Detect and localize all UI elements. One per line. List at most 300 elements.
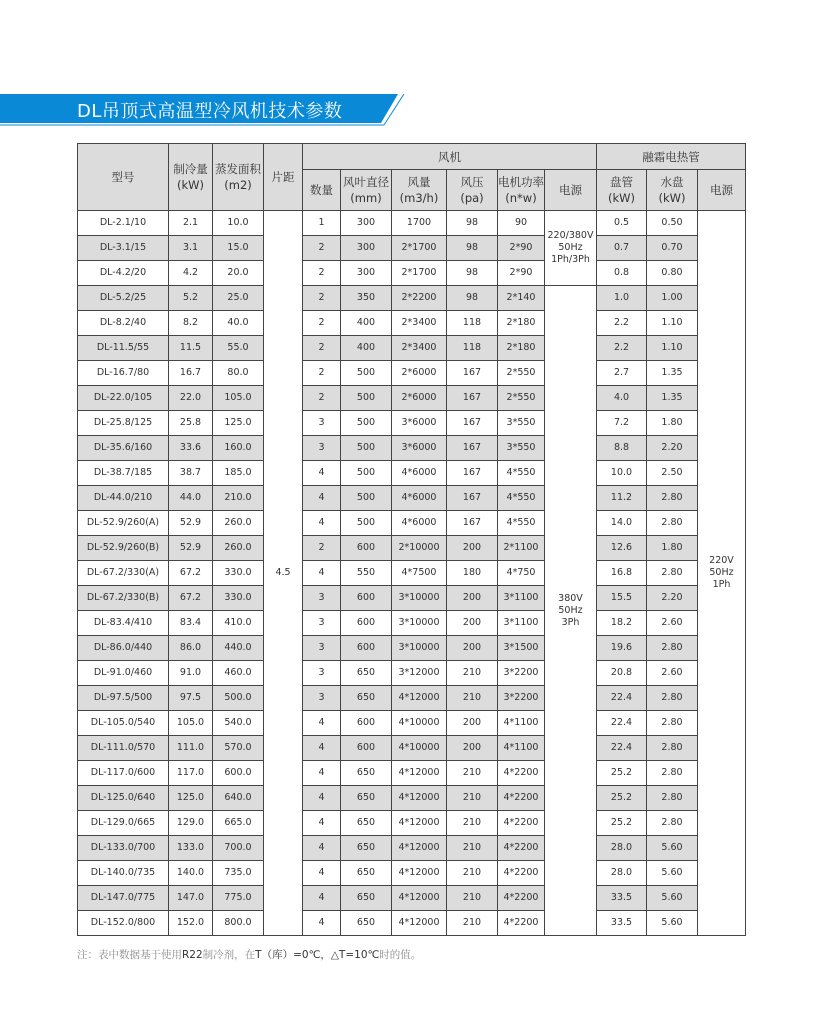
cell-airflow: 4*12000 bbox=[392, 786, 447, 811]
cell-pressure: 200 bbox=[447, 536, 498, 561]
cell-fan-dia: 650 bbox=[341, 761, 392, 786]
cell-coil: 25.2 bbox=[597, 786, 647, 811]
cell-tray: 2.20 bbox=[647, 586, 698, 611]
cell-motor: 4*2200 bbox=[498, 811, 545, 836]
cell-airflow: 2*1700 bbox=[392, 236, 447, 261]
cell-airflow: 2*2200 bbox=[392, 286, 447, 311]
cell-fan-dia: 650 bbox=[341, 861, 392, 886]
cell-capacity: 67.2 bbox=[169, 561, 213, 586]
cell-area: 185.0 bbox=[213, 461, 264, 486]
cell-fan-qty: 3 bbox=[303, 436, 341, 461]
cell-pressure: 200 bbox=[447, 611, 498, 636]
cell-fan-qty: 4 bbox=[303, 736, 341, 761]
cell-fan-qty: 2 bbox=[303, 336, 341, 361]
cell-coil: 19.6 bbox=[597, 636, 647, 661]
cell-area: 125.0 bbox=[213, 411, 264, 436]
table-row bbox=[78, 236, 746, 261]
cell-area: 10.0 bbox=[213, 211, 264, 236]
cell-pressure: 118 bbox=[447, 336, 498, 361]
cell-model: DL-83.4/410 bbox=[78, 611, 169, 636]
header-model: 型号 bbox=[78, 144, 169, 211]
table-row bbox=[78, 361, 746, 386]
cell-tray: 5.60 bbox=[647, 861, 698, 886]
cell-pressure: 210 bbox=[447, 911, 498, 936]
table-row bbox=[78, 786, 746, 811]
cell-tray: 2.80 bbox=[647, 686, 698, 711]
cell-fin-pitch: 4.5 bbox=[264, 211, 303, 936]
cell-pressure: 98 bbox=[447, 261, 498, 286]
cell-pressure: 167 bbox=[447, 511, 498, 536]
cell-motor: 2*180 bbox=[498, 311, 545, 336]
table-row bbox=[78, 886, 746, 911]
cell-fan-dia: 600 bbox=[341, 736, 392, 761]
header-defrost-group: 融霜电热管 bbox=[597, 144, 746, 170]
table-row bbox=[78, 436, 746, 461]
table-row bbox=[78, 686, 746, 711]
cell-coil: 20.8 bbox=[597, 661, 647, 686]
cell-fan-qty: 3 bbox=[303, 586, 341, 611]
title-banner bbox=[0, 94, 405, 124]
cell-fan-dia: 550 bbox=[341, 561, 392, 586]
cell-fan-qty: 2 bbox=[303, 286, 341, 311]
cell-fan-dia: 350 bbox=[341, 286, 392, 311]
cell-fan-qty: 4 bbox=[303, 836, 341, 861]
cell-tray: 2.20 bbox=[647, 436, 698, 461]
cell-airflow: 4*7500 bbox=[392, 561, 447, 586]
cell-capacity: 140.0 bbox=[169, 861, 213, 886]
cell-capacity: 44.0 bbox=[169, 486, 213, 511]
cell-area: 735.0 bbox=[213, 861, 264, 886]
cell-model: DL-147.0/775 bbox=[78, 886, 169, 911]
cell-pressure: 210 bbox=[447, 661, 498, 686]
cell-coil: 22.4 bbox=[597, 711, 647, 736]
cell-coil: 0.8 bbox=[597, 261, 647, 286]
cell-fan-qty: 4 bbox=[303, 761, 341, 786]
cell-area: 260.0 bbox=[213, 536, 264, 561]
cell-model: DL-67.2/330(A) bbox=[78, 561, 169, 586]
cell-motor: 3*550 bbox=[498, 411, 545, 436]
cell-pressure: 200 bbox=[447, 586, 498, 611]
cell-airflow: 4*12000 bbox=[392, 886, 447, 911]
table-row bbox=[78, 211, 746, 236]
cell-fan-qty: 4 bbox=[303, 786, 341, 811]
cell-area: 665.0 bbox=[213, 811, 264, 836]
cell-capacity: 83.4 bbox=[169, 611, 213, 636]
cell-fan-dia: 650 bbox=[341, 661, 392, 686]
cell-area: 410.0 bbox=[213, 611, 264, 636]
cell-model: DL-38.7/185 bbox=[78, 461, 169, 486]
cell-model: DL-152.0/800 bbox=[78, 911, 169, 936]
cell-capacity: 111.0 bbox=[169, 736, 213, 761]
cell-motor: 4*550 bbox=[498, 461, 545, 486]
cell-fan-qty: 3 bbox=[303, 636, 341, 661]
cell-tray: 2.60 bbox=[647, 611, 698, 636]
cell-fan-qty: 2 bbox=[303, 261, 341, 286]
cell-coil: 33.5 bbox=[597, 886, 647, 911]
cell-fan-qty: 3 bbox=[303, 411, 341, 436]
table-row bbox=[78, 311, 746, 336]
cell-capacity: 67.2 bbox=[169, 586, 213, 611]
cell-area: 700.0 bbox=[213, 836, 264, 861]
cell-motor: 4*550 bbox=[498, 486, 545, 511]
cell-coil: 16.8 bbox=[597, 561, 647, 586]
cell-motor: 4*2200 bbox=[498, 786, 545, 811]
cell-capacity: 97.5 bbox=[169, 686, 213, 711]
cell-motor: 2*550 bbox=[498, 386, 545, 411]
cell-area: 25.0 bbox=[213, 286, 264, 311]
cell-tray: 2.80 bbox=[647, 486, 698, 511]
cell-fan-qty: 4 bbox=[303, 911, 341, 936]
header-fan-qty: 数量 bbox=[303, 170, 341, 211]
header-fan-dia: 风叶直径 (mm) bbox=[341, 170, 392, 211]
cell-fan-dia: 500 bbox=[341, 361, 392, 386]
cell-pressure: 98 bbox=[447, 286, 498, 311]
cell-motor: 4*2200 bbox=[498, 886, 545, 911]
cell-model: DL-35.6/160 bbox=[78, 436, 169, 461]
cell-pressure: 200 bbox=[447, 711, 498, 736]
cell-pressure: 98 bbox=[447, 236, 498, 261]
cell-tray: 2.80 bbox=[647, 636, 698, 661]
cell-model: DL-4.2/20 bbox=[78, 261, 169, 286]
cell-airflow: 2*6000 bbox=[392, 386, 447, 411]
cell-coil: 15.5 bbox=[597, 586, 647, 611]
cell-coil: 33.5 bbox=[597, 911, 647, 936]
cell-model: DL-16.7/80 bbox=[78, 361, 169, 386]
cell-fan-dia: 500 bbox=[341, 511, 392, 536]
cell-fan-dia: 650 bbox=[341, 886, 392, 911]
cell-airflow: 2*3400 bbox=[392, 311, 447, 336]
cell-motor: 4*550 bbox=[498, 511, 545, 536]
cell-pressure: 167 bbox=[447, 386, 498, 411]
cell-motor: 4*1100 bbox=[498, 711, 545, 736]
cell-fan-qty: 4 bbox=[303, 561, 341, 586]
cell-capacity: 105.0 bbox=[169, 711, 213, 736]
cell-fan-dia: 600 bbox=[341, 611, 392, 636]
cell-fan-dia: 500 bbox=[341, 486, 392, 511]
cell-model: DL-67.2/330(B) bbox=[78, 586, 169, 611]
cell-fan-qty: 2 bbox=[303, 361, 341, 386]
cell-airflow: 4*12000 bbox=[392, 811, 447, 836]
cell-airflow: 1700 bbox=[392, 211, 447, 236]
cell-pressure: 210 bbox=[447, 861, 498, 886]
table-row bbox=[78, 761, 746, 786]
cell-tray: 1.35 bbox=[647, 361, 698, 386]
cell-motor: 3*550 bbox=[498, 436, 545, 461]
cell-tray: 2.80 bbox=[647, 736, 698, 761]
cell-airflow: 2*10000 bbox=[392, 536, 447, 561]
cell-fan-dia: 650 bbox=[341, 686, 392, 711]
cell-tray: 2.60 bbox=[647, 661, 698, 686]
cell-coil: 0.7 bbox=[597, 236, 647, 261]
cell-coil: 28.0 bbox=[597, 861, 647, 886]
cell-fan-dia: 500 bbox=[341, 461, 392, 486]
cell-coil: 2.7 bbox=[597, 361, 647, 386]
cell-coil: 25.2 bbox=[597, 811, 647, 836]
cell-motor: 4*1100 bbox=[498, 736, 545, 761]
cell-motor: 3*1500 bbox=[498, 636, 545, 661]
cell-area: 800.0 bbox=[213, 911, 264, 936]
cell-capacity: 22.0 bbox=[169, 386, 213, 411]
cell-coil: 1.0 bbox=[597, 286, 647, 311]
cell-pressure: 167 bbox=[447, 461, 498, 486]
table-row bbox=[78, 911, 746, 936]
cell-airflow: 4*10000 bbox=[392, 736, 447, 761]
cell-model: DL-11.5/55 bbox=[78, 336, 169, 361]
cell-capacity: 4.2 bbox=[169, 261, 213, 286]
cell-pressure: 210 bbox=[447, 836, 498, 861]
cell-area: 600.0 bbox=[213, 761, 264, 786]
cell-airflow: 3*10000 bbox=[392, 586, 447, 611]
cell-fan-dia: 300 bbox=[341, 236, 392, 261]
cell-area: 330.0 bbox=[213, 586, 264, 611]
header-tray: 水盘 (kW) bbox=[647, 170, 698, 211]
cell-coil: 8.8 bbox=[597, 436, 647, 461]
cell-airflow: 4*12000 bbox=[392, 761, 447, 786]
cell-model: DL-111.0/570 bbox=[78, 736, 169, 761]
cell-fan-qty: 4 bbox=[303, 486, 341, 511]
cell-area: 210.0 bbox=[213, 486, 264, 511]
cell-model: DL-105.0/540 bbox=[78, 711, 169, 736]
cell-area: 160.0 bbox=[213, 436, 264, 461]
cell-pressure: 200 bbox=[447, 636, 498, 661]
table-row bbox=[78, 486, 746, 511]
cell-model: DL-3.1/15 bbox=[78, 236, 169, 261]
cell-capacity: 3.1 bbox=[169, 236, 213, 261]
table-row bbox=[78, 711, 746, 736]
table-row bbox=[78, 586, 746, 611]
cell-pressure: 210 bbox=[447, 786, 498, 811]
header-fan-power: 电源 bbox=[545, 170, 597, 211]
cell-pressure: 200 bbox=[447, 736, 498, 761]
cell-coil: 22.4 bbox=[597, 736, 647, 761]
cell-fan-qty: 3 bbox=[303, 611, 341, 636]
cell-motor: 2*550 bbox=[498, 361, 545, 386]
cell-airflow: 4*6000 bbox=[392, 461, 447, 486]
cell-airflow: 4*10000 bbox=[392, 711, 447, 736]
cell-motor: 4*750 bbox=[498, 561, 545, 586]
cell-fan-dia: 400 bbox=[341, 336, 392, 361]
cell-model: DL-125.0/640 bbox=[78, 786, 169, 811]
cell-model: DL-86.0/440 bbox=[78, 636, 169, 661]
cell-pressure: 180 bbox=[447, 561, 498, 586]
cell-fan-qty: 3 bbox=[303, 686, 341, 711]
cell-model: DL-44.0/210 bbox=[78, 486, 169, 511]
cell-pressure: 210 bbox=[447, 686, 498, 711]
cell-airflow: 3*10000 bbox=[392, 636, 447, 661]
cell-capacity: 38.7 bbox=[169, 461, 213, 486]
cell-tray: 2.80 bbox=[647, 511, 698, 536]
cell-pressure: 118 bbox=[447, 311, 498, 336]
table-row bbox=[78, 561, 746, 586]
spec-table bbox=[77, 143, 746, 936]
cell-fan-dia: 500 bbox=[341, 436, 392, 461]
cell-capacity: 91.0 bbox=[169, 661, 213, 686]
cell-area: 570.0 bbox=[213, 736, 264, 761]
cell-airflow: 3*12000 bbox=[392, 661, 447, 686]
cell-coil: 7.2 bbox=[597, 411, 647, 436]
cell-pressure: 210 bbox=[447, 761, 498, 786]
cell-capacity: 25.8 bbox=[169, 411, 213, 436]
cell-capacity: 152.0 bbox=[169, 911, 213, 936]
cell-fan-dia: 300 bbox=[341, 261, 392, 286]
cell-airflow: 4*12000 bbox=[392, 686, 447, 711]
cell-model: DL-52.9/260(B) bbox=[78, 536, 169, 561]
cell-area: 20.0 bbox=[213, 261, 264, 286]
table-row bbox=[78, 511, 746, 536]
cell-fan-qty: 4 bbox=[303, 711, 341, 736]
cell-pressure: 210 bbox=[447, 886, 498, 911]
cell-motor: 3*1100 bbox=[498, 611, 545, 636]
cell-capacity: 147.0 bbox=[169, 886, 213, 911]
cell-capacity: 11.5 bbox=[169, 336, 213, 361]
cell-model: DL-5.2/25 bbox=[78, 286, 169, 311]
cell-capacity: 16.7 bbox=[169, 361, 213, 386]
cell-coil: 10.0 bbox=[597, 461, 647, 486]
cell-tray: 2.80 bbox=[647, 811, 698, 836]
cell-area: 55.0 bbox=[213, 336, 264, 361]
cell-area: 15.0 bbox=[213, 236, 264, 261]
cell-coil: 0.5 bbox=[597, 211, 647, 236]
cell-motor: 2*140 bbox=[498, 286, 545, 311]
cell-motor: 3*2200 bbox=[498, 686, 545, 711]
header-motor: 电机功率 (n*w) bbox=[498, 170, 545, 211]
cell-fan-dia: 650 bbox=[341, 811, 392, 836]
cell-model: DL-8.2/40 bbox=[78, 311, 169, 336]
cell-coil: 4.0 bbox=[597, 386, 647, 411]
cell-fan-qty: 4 bbox=[303, 511, 341, 536]
header-fan-group: 风机 bbox=[303, 144, 597, 170]
cell-tray: 1.10 bbox=[647, 336, 698, 361]
header-coil: 盘管 (kW) bbox=[597, 170, 647, 211]
cell-tray: 2.80 bbox=[647, 561, 698, 586]
cell-capacity: 133.0 bbox=[169, 836, 213, 861]
cell-area: 460.0 bbox=[213, 661, 264, 686]
table-row bbox=[78, 736, 746, 761]
footnote: 注：表中数据基于使用R22制冷剂，在T（库）=0℃，△T=10℃时的值。 bbox=[77, 949, 422, 961]
table-row bbox=[78, 336, 746, 361]
cell-airflow: 2*3400 bbox=[392, 336, 447, 361]
cell-motor: 2*90 bbox=[498, 261, 545, 286]
cell-tray: 1.35 bbox=[647, 386, 698, 411]
cell-coil: 2.2 bbox=[597, 336, 647, 361]
cell-fan-dia: 500 bbox=[341, 386, 392, 411]
cell-model: DL-52.9/260(A) bbox=[78, 511, 169, 536]
cell-model: DL-97.5/500 bbox=[78, 686, 169, 711]
cell-fan-qty: 3 bbox=[303, 661, 341, 686]
cell-capacity: 2.1 bbox=[169, 211, 213, 236]
cell-tray: 2.80 bbox=[647, 786, 698, 811]
cell-tray: 2.80 bbox=[647, 761, 698, 786]
header-fin-pitch: 片距 bbox=[264, 144, 303, 211]
header-area: 蒸发面积 (m2) bbox=[213, 144, 264, 211]
cell-fan-dia: 600 bbox=[341, 536, 392, 561]
cell-pressure: 210 bbox=[447, 811, 498, 836]
cell-fan-dia: 600 bbox=[341, 711, 392, 736]
table-row bbox=[78, 411, 746, 436]
cell-model: DL-129.0/665 bbox=[78, 811, 169, 836]
cell-model: DL-22.0/105 bbox=[78, 386, 169, 411]
table-row bbox=[78, 861, 746, 886]
cell-fan-dia: 300 bbox=[341, 211, 392, 236]
cell-capacity: 117.0 bbox=[169, 761, 213, 786]
cell-tray: 5.60 bbox=[647, 911, 698, 936]
cell-motor: 4*2200 bbox=[498, 911, 545, 936]
cell-fan-dia: 650 bbox=[341, 911, 392, 936]
cell-airflow: 3*6000 bbox=[392, 436, 447, 461]
cell-coil: 2.2 bbox=[597, 311, 647, 336]
cell-tray: 5.60 bbox=[647, 836, 698, 861]
cell-airflow: 2*1700 bbox=[392, 261, 447, 286]
cell-fan-dia: 400 bbox=[341, 311, 392, 336]
cell-pressure: 98 bbox=[447, 211, 498, 236]
page-title: DL吊顶式高温型冷风机技术参数 bbox=[77, 101, 343, 122]
cell-fan-power: 220/380V 50Hz 1Ph/3Ph bbox=[545, 211, 597, 286]
cell-model: DL-91.0/460 bbox=[78, 661, 169, 686]
cell-capacity: 33.6 bbox=[169, 436, 213, 461]
cell-motor: 3*2200 bbox=[498, 661, 545, 686]
cell-airflow: 4*12000 bbox=[392, 911, 447, 936]
cell-tray: 5.60 bbox=[647, 886, 698, 911]
cell-motor: 3*1100 bbox=[498, 586, 545, 611]
header-capacity: 制冷量 (kW) bbox=[169, 144, 213, 211]
cell-motor: 4*2200 bbox=[498, 836, 545, 861]
cell-pressure: 167 bbox=[447, 411, 498, 436]
cell-fan-power: 380V 50Hz 3Ph bbox=[545, 286, 597, 936]
cell-airflow: 4*6000 bbox=[392, 486, 447, 511]
cell-capacity: 5.2 bbox=[169, 286, 213, 311]
cell-capacity: 125.0 bbox=[169, 786, 213, 811]
cell-motor: 4*2200 bbox=[498, 761, 545, 786]
cell-heater-power: 220V 50Hz 1Ph bbox=[698, 211, 746, 936]
cell-model: DL-133.0/700 bbox=[78, 836, 169, 861]
cell-coil: 14.0 bbox=[597, 511, 647, 536]
cell-area: 40.0 bbox=[213, 311, 264, 336]
cell-area: 80.0 bbox=[213, 361, 264, 386]
table-row bbox=[78, 461, 746, 486]
cell-capacity: 129.0 bbox=[169, 811, 213, 836]
cell-airflow: 3*10000 bbox=[392, 611, 447, 636]
cell-pressure: 167 bbox=[447, 486, 498, 511]
cell-area: 540.0 bbox=[213, 711, 264, 736]
cell-capacity: 8.2 bbox=[169, 311, 213, 336]
table-row bbox=[78, 386, 746, 411]
cell-coil: 12.6 bbox=[597, 536, 647, 561]
cell-model: DL-25.8/125 bbox=[78, 411, 169, 436]
cell-area: 105.0 bbox=[213, 386, 264, 411]
cell-tray: 1.00 bbox=[647, 286, 698, 311]
cell-fan-dia: 600 bbox=[341, 586, 392, 611]
cell-area: 775.0 bbox=[213, 886, 264, 911]
cell-fan-qty: 2 bbox=[303, 536, 341, 561]
cell-coil: 25.2 bbox=[597, 761, 647, 786]
header-heater-power: 电源 bbox=[698, 170, 746, 211]
cell-capacity: 52.9 bbox=[169, 536, 213, 561]
cell-tray: 2.80 bbox=[647, 711, 698, 736]
cell-coil: 28.0 bbox=[597, 836, 647, 861]
cell-area: 500.0 bbox=[213, 686, 264, 711]
header-airflow: 风量 (m3/h) bbox=[392, 170, 447, 211]
table-row bbox=[78, 611, 746, 636]
table-row bbox=[78, 836, 746, 861]
cell-motor: 2*1100 bbox=[498, 536, 545, 561]
cell-tray: 2.50 bbox=[647, 461, 698, 486]
cell-tray: 0.70 bbox=[647, 236, 698, 261]
cell-fan-qty: 4 bbox=[303, 461, 341, 486]
cell-fan-qty: 4 bbox=[303, 861, 341, 886]
cell-tray: 0.80 bbox=[647, 261, 698, 286]
cell-capacity: 86.0 bbox=[169, 636, 213, 661]
table-row bbox=[78, 261, 746, 286]
